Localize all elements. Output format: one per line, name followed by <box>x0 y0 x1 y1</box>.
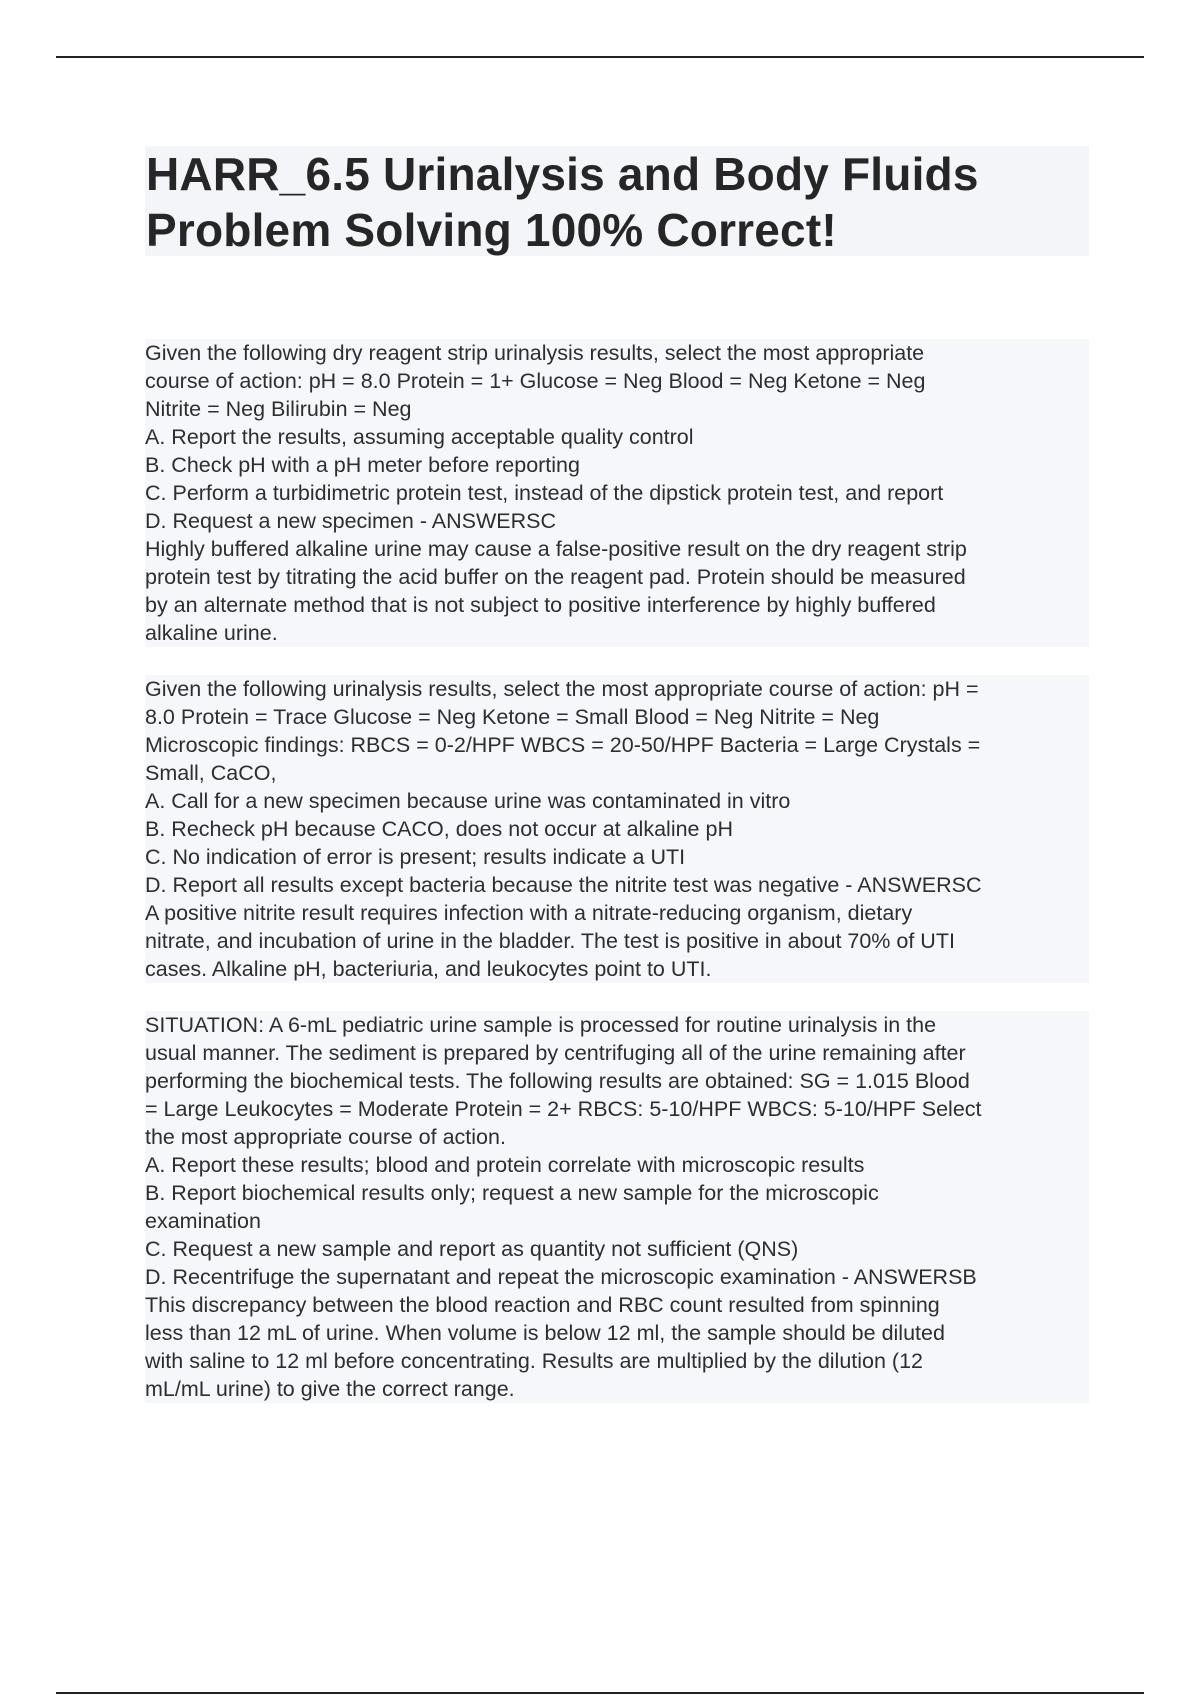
option-d-answer: D. Request a new specimen - ANSWERSC <box>145 509 557 533</box>
text-line: = Large Leukocytes = Moderate Protein = 2+ RBCS: 5-10/HPF WBCS: 5-10/HPF Select <box>145 1097 982 1121</box>
option-d-answer: D. Report all results except bacteria because the nitrite test was negative - ANSWERSC <box>145 873 982 897</box>
text-line: performing the biochemical tests. The following results are obtained: SG = 1.015 Blood <box>145 1069 970 1093</box>
explanation-line: by an alternate method that is not subject to positive interference by highly buffered <box>145 593 936 617</box>
option-a: A. Call for a new specimen because urine was contaminated in vitro <box>145 789 791 813</box>
top-rule <box>56 56 1144 58</box>
text-line: 8.0 Protein = Trace Glucose = Neg Ketone = Small Blood = Neg Nitrite = Neg <box>145 705 880 729</box>
question-block-1 <box>145 339 1089 647</box>
explanation-line: with saline to 12 ml before concentrating. Results are multiplied by the dilution (12 <box>145 1349 923 1373</box>
title-line: Problem Solving 100% Correct! <box>146 204 837 256</box>
text-line: usual manner. The sediment is prepared by centrifuging all of the urine remaining after <box>145 1041 966 1065</box>
explanation-line: alkaline urine. <box>145 621 278 645</box>
explanation-line: Highly buffered alkaline urine may cause a false-positive result on the dry reagent strip <box>145 537 967 561</box>
option-c: C. Perform a turbidimetric protein test, instead of the dipstick protein test, and report <box>145 481 944 505</box>
option-b: B. Recheck pH because CACO, does not occur at alkaline pH <box>145 817 733 841</box>
explanation-line: less than 12 mL of urine. When volume is below 12 ml, the sample should be diluted <box>145 1321 945 1345</box>
explanation-line: This discrepancy between the blood reaction and RBC count resulted from spinning <box>145 1293 940 1317</box>
explanation-line: protein test by titrating the acid buffer on the reagent pad. Protein should be measured <box>145 565 966 589</box>
option-c: C. No indication of error is present; results indicate a UTI <box>145 845 686 869</box>
option-b-continued: examination <box>145 1209 261 1233</box>
text-line: the most appropriate course of action. <box>145 1125 506 1149</box>
text-line: Given the following dry reagent strip urinalysis results, select the most appropriate <box>145 341 925 365</box>
option-c: C. Request a new sample and report as quantity not sufficient (QNS) <box>145 1237 799 1261</box>
option-a: A. Report the results, assuming acceptable quality control <box>145 425 694 449</box>
explanation-line: nitrate, and incubation of urine in the bladder. The test is positive in about 70% of UTI <box>145 929 955 953</box>
explanation-line: mL/mL urine) to give the correct range. <box>145 1377 515 1401</box>
option-b: B. Check pH with a pH meter before reporting <box>145 453 580 477</box>
text-line: Given the following urinalysis results, select the most appropriate course of action: pH = <box>145 677 979 701</box>
title-block <box>145 146 1089 256</box>
text-line: Microscopic findings: RBCS = 0-2/HPF WBCS = 20-50/HPF Bacteria = Large Crystals = <box>145 733 981 757</box>
document-title <box>145 146 1089 258</box>
explanation-line: cases. Alkaline pH, bacteriuria, and leukocytes point to UTI. <box>145 957 712 981</box>
question-block-3 <box>145 1011 1089 1403</box>
option-a: A. Report these results; blood and protein correlate with microscopic results <box>145 1153 865 1177</box>
explanation-line: A positive nitrite result requires infection with a nitrate-reducing organism, dietary <box>145 901 913 925</box>
text-line: course of action: pH = 8.0 Protein = 1+ Glucose = Neg Blood = Neg Ketone = Neg <box>145 369 926 393</box>
title-line: HARR_6.5 Urinalysis and Body Fluids <box>146 148 979 200</box>
text-line: SITUATION: A 6-mL pediatric urine sample is processed for routine urinalysis in the <box>145 1013 937 1037</box>
option-b: B. Report biochemical results only; request a new sample for the microscopic <box>145 1181 879 1205</box>
option-d-answer: D. Recentrifuge the supernatant and repeat the microscopic examination - ANSWERSB <box>145 1265 977 1289</box>
text-line: Small, CaCO, <box>145 761 277 785</box>
text-line: Nitrite = Neg Bilirubin = Neg <box>145 397 412 421</box>
bottom-rule <box>56 1692 1144 1694</box>
question-block-2 <box>145 675 1089 983</box>
document-body <box>145 339 1089 1431</box>
